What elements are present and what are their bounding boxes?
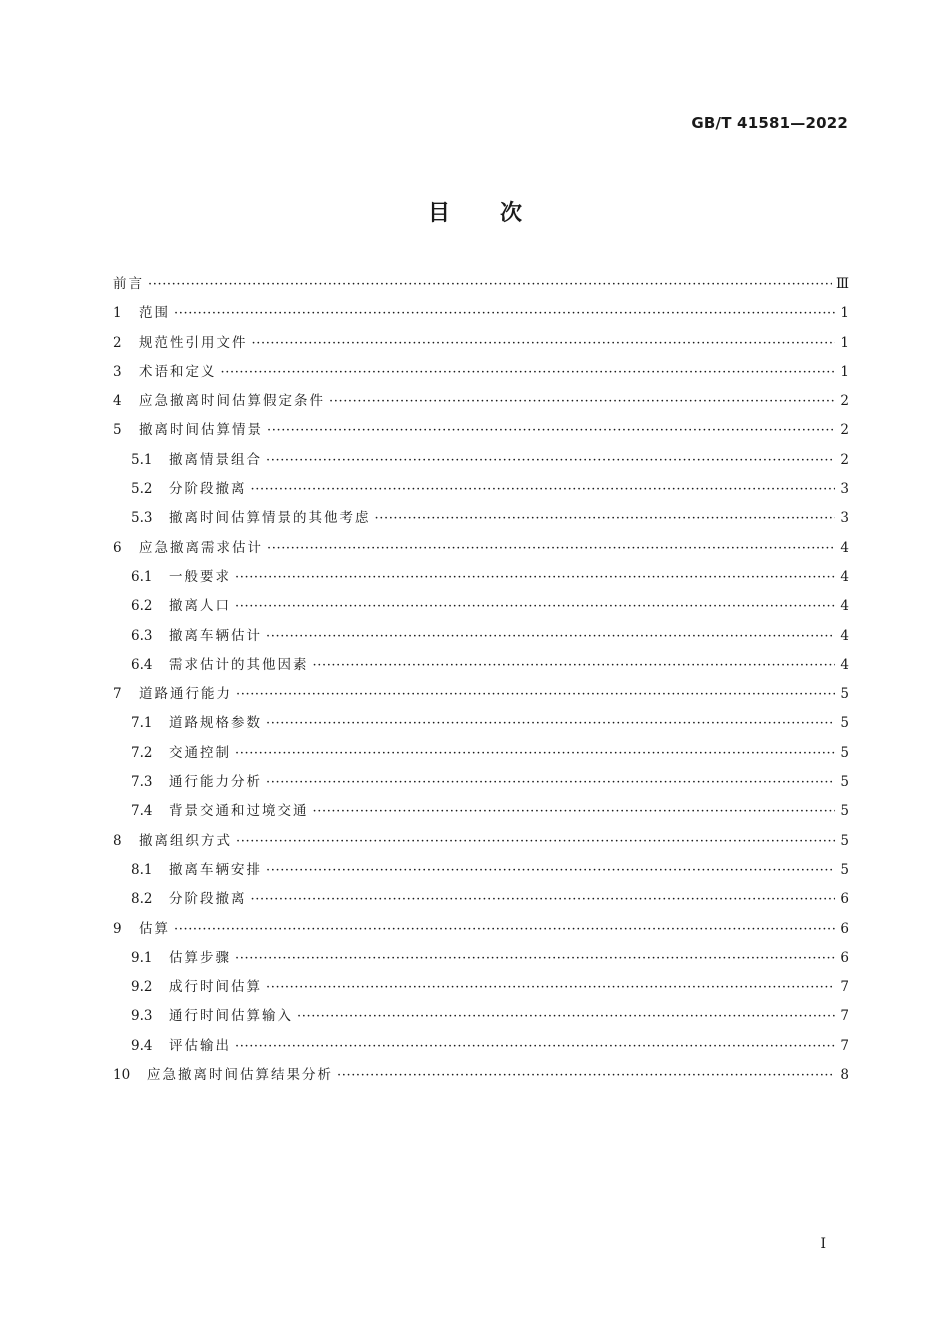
toc-leader-dots: [235, 563, 835, 592]
toc-entry[interactable]: [113, 504, 849, 533]
toc-entry-page: 1: [840, 305, 849, 322]
toc-entry-page: 4: [840, 539, 849, 556]
toc-entry[interactable]: [113, 592, 849, 621]
toc-entry[interactable]: [113, 270, 849, 299]
toc-entry[interactable]: [113, 680, 849, 709]
toc-entry-title: 分阶段撤离: [169, 891, 247, 908]
toc-entry-title: 背景交通和过境交通: [169, 803, 309, 820]
toc-entry-number: 6: [113, 539, 122, 556]
toc-entry-page: 5: [840, 774, 849, 791]
toc-entry-title: 撤离时间估算情景: [139, 422, 263, 439]
toc-leader-dots: [267, 416, 835, 445]
toc-entry-page: 2: [840, 422, 849, 439]
toc-entry[interactable]: [113, 358, 849, 387]
toc-entry-page: 6: [840, 920, 849, 937]
toc-entry[interactable]: [113, 944, 849, 973]
toc-entry-title: 估算步骤: [169, 949, 231, 966]
toc-entry-page: 5: [840, 744, 849, 761]
standard-code: GB/T 41581—2022: [691, 114, 848, 132]
toc-leader-dots: [337, 1061, 835, 1090]
toc-entry-number: 5: [113, 422, 122, 439]
toc-leader-dots: [313, 651, 836, 680]
toc-leader-dots: [266, 768, 835, 797]
toc-entry-page: 8: [840, 1067, 849, 1084]
toc-entry[interactable]: [113, 709, 849, 738]
toc-entry-page: 5: [840, 803, 849, 820]
toc-entry-number: 6.3: [131, 627, 153, 644]
toc-entry-number: 7: [113, 686, 122, 703]
toc-leader-dots: [252, 329, 836, 358]
toc-leader-dots: [266, 973, 835, 1002]
toc-entry-page: 1: [840, 363, 849, 380]
toc-entry-page: 3: [840, 481, 849, 498]
toc-leader-dots: [313, 797, 836, 826]
toc-leader-dots: [174, 299, 835, 328]
toc-leader-dots: [235, 592, 835, 621]
toc-entry-title: 撤离车辆安排: [169, 861, 262, 878]
toc-leader-dots: [375, 504, 836, 533]
toc-leader-dots: [266, 709, 835, 738]
toc-entry-title: 规范性引用文件: [139, 334, 248, 351]
toc-leader-dots: [266, 446, 835, 475]
toc-entry[interactable]: [113, 739, 849, 768]
toc-entry-page: 2: [840, 451, 849, 468]
toc-entry[interactable]: [113, 1002, 849, 1031]
toc-entry[interactable]: [113, 416, 849, 445]
toc-entry-number: 7.4: [131, 803, 153, 820]
toc-leader-dots: [266, 856, 835, 885]
toc-entry-page: 4: [840, 627, 849, 644]
toc-leader-dots: [329, 387, 835, 416]
toc-entry-title: 通行能力分析: [169, 774, 262, 791]
toc-entry-number: 8: [113, 832, 122, 849]
toc-entry-page: 1: [840, 334, 849, 351]
toc-entry-title: 应急撤离需求估计: [139, 539, 263, 556]
toc-entry-title: 分阶段撤离: [169, 481, 247, 498]
toc-entry-page: 7: [840, 1037, 849, 1054]
toc-entry-title: 撤离人口: [169, 598, 231, 615]
toc-entry[interactable]: [113, 475, 849, 504]
table-of-contents: [113, 270, 849, 1090]
toc-entry-number: 2: [113, 334, 122, 351]
toc-entry[interactable]: [113, 329, 849, 358]
toc-entry-number: 7.2: [131, 744, 153, 761]
toc-entry-title: 交通控制: [169, 744, 231, 761]
toc-entry-page: 6: [840, 949, 849, 966]
toc-entry-number: 5.2: [131, 481, 153, 498]
toc-entry-title: 道路规格参数: [169, 715, 262, 732]
toc-entry[interactable]: [113, 1061, 849, 1090]
toc-entry-page: 5: [840, 832, 849, 849]
toc-entry-number: 7.1: [131, 715, 153, 732]
toc-entry[interactable]: [113, 856, 849, 885]
toc-entry-number: 5.1: [131, 451, 153, 468]
toc-entry[interactable]: [113, 885, 849, 914]
toc-entry-page: 7: [840, 979, 849, 996]
toc-entry-page: 4: [840, 568, 849, 585]
toc-entry-title: 撤离时间估算情景的其他考虑: [169, 510, 371, 527]
toc-entry-title: 范围: [139, 305, 170, 322]
toc-entry-number: 8.1: [131, 861, 153, 878]
toc-entry-page: 4: [840, 598, 849, 615]
toc-entry-title: 估算: [139, 920, 170, 937]
toc-leader-dots: [235, 1032, 835, 1061]
toc-entry[interactable]: [113, 915, 849, 944]
toc-entry-number: 7.3: [131, 774, 153, 791]
toc-leader-dots: [267, 534, 835, 563]
toc-entry-title: 前言: [113, 276, 144, 292]
toc-leader-dots: [174, 915, 835, 944]
toc-entry-title: 一般要求: [169, 568, 231, 585]
toc-entry-page: 2: [840, 393, 849, 410]
toc-leader-dots: [221, 358, 836, 387]
toc-entry-page: Ⅲ: [835, 276, 849, 292]
toc-entry-number: 1: [113, 305, 122, 322]
toc-entry-title: 通行时间估算输入: [169, 1008, 293, 1025]
toc-entry[interactable]: [113, 387, 849, 416]
toc-entry-number: 9.3: [131, 1008, 153, 1025]
toc-entry-page: 6: [840, 891, 849, 908]
toc-entry-title: 撤离组织方式: [139, 832, 232, 849]
toc-entry-number: 9.1: [131, 949, 153, 966]
toc-entry[interactable]: [113, 534, 849, 563]
toc-entry-title: 应急撤离时间估算假定条件: [139, 393, 325, 410]
toc-entry-number: 6.4: [131, 656, 153, 673]
toc-entry-page: 3: [840, 510, 849, 527]
toc-entry[interactable]: [113, 651, 849, 680]
toc-leader-dots: [148, 270, 832, 299]
toc-entry-number: 4: [113, 393, 122, 410]
toc-leader-dots: [236, 680, 835, 709]
toc-leader-dots: [266, 622, 835, 651]
toc-entry-number: 8.2: [131, 891, 153, 908]
toc-entry[interactable]: [113, 563, 849, 592]
toc-entry-number: 3: [113, 363, 122, 380]
toc-entry-title: 术语和定义: [139, 363, 217, 380]
toc-leader-dots: [251, 885, 836, 914]
toc-entry-number: 9.2: [131, 979, 153, 996]
toc-entry-number: 9.4: [131, 1037, 153, 1054]
toc-entry[interactable]: [113, 768, 849, 797]
toc-leader-dots: [235, 944, 835, 973]
toc-entry[interactable]: [113, 622, 849, 651]
toc-leader-dots: [236, 827, 835, 856]
toc-leader-dots: [297, 1002, 835, 1031]
toc-entry-page: 5: [840, 686, 849, 703]
toc-entry-page: 4: [840, 656, 849, 673]
toc-entry[interactable]: [113, 827, 849, 856]
toc-entry-number: 10: [113, 1067, 131, 1084]
toc-entry-page: 5: [840, 861, 849, 878]
toc-entry-title: 成行时间估算: [169, 979, 262, 996]
toc-entry-number: 5.3: [131, 510, 153, 527]
toc-leader-dots: [235, 739, 835, 768]
toc-entry[interactable]: [113, 446, 849, 475]
toc-entry-title: 需求估计的其他因素: [169, 656, 309, 673]
toc-entry-title: 评估输出: [169, 1037, 231, 1054]
toc-entry-page: 7: [840, 1008, 849, 1025]
toc-entry-number: 6.1: [131, 568, 153, 585]
toc-entry-title: 撤离情景组合: [169, 451, 262, 468]
toc-entry-title: 道路通行能力: [139, 686, 232, 703]
toc-entry-number: 6.2: [131, 598, 153, 615]
toc-entry[interactable]: [113, 299, 849, 328]
toc-entry-page: 5: [840, 715, 849, 732]
page-number: I: [820, 1236, 826, 1252]
toc-entry[interactable]: [113, 797, 849, 826]
toc-entry[interactable]: [113, 1032, 849, 1061]
toc-entry-title: 应急撤离时间估算结果分析: [147, 1067, 333, 1084]
toc-entry[interactable]: [113, 973, 849, 1002]
toc-leader-dots: [251, 475, 836, 504]
toc-entry-title: 撤离车辆估计: [169, 627, 262, 644]
page-title: 目次: [427, 201, 572, 226]
toc-entry-number: 9: [113, 920, 122, 937]
